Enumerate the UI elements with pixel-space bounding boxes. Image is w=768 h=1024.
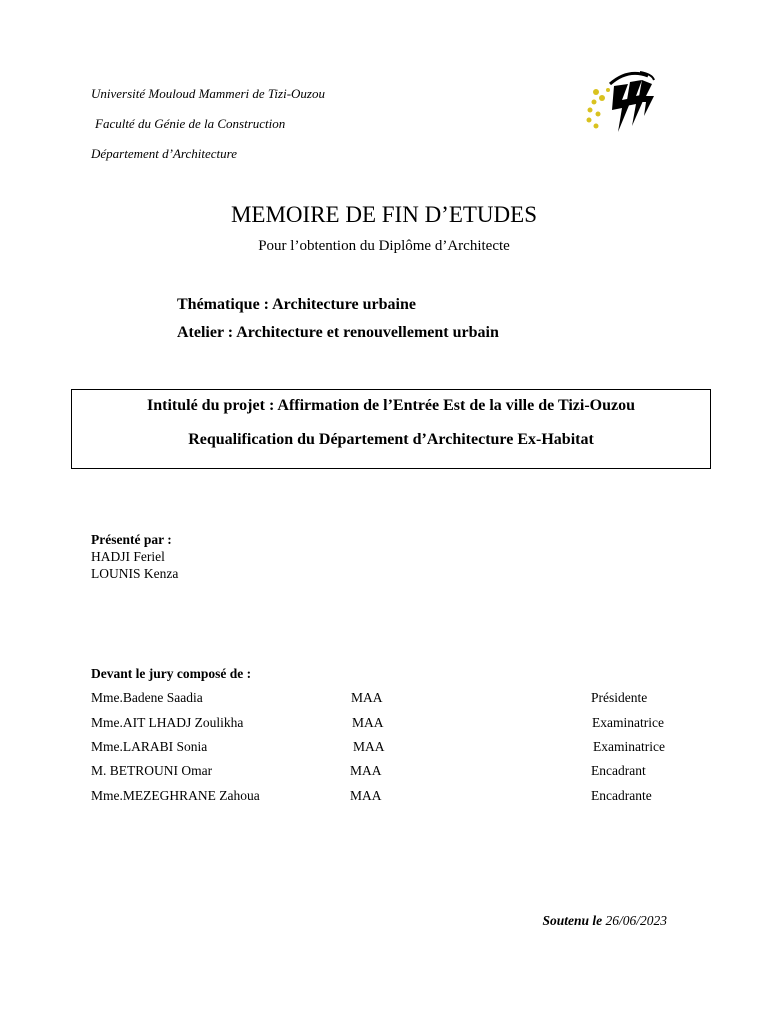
jury-member-role: Examinatrice — [592, 715, 664, 730]
jury-member-role: Présidente — [591, 690, 648, 705]
defense-date-value: 26/06/2023 — [605, 913, 667, 928]
project-title-line1: Intitulé du projet : Affirmation de l’Entrée Est de la ville de Tizi-Ouzou — [147, 397, 635, 414]
defense-label: Soutenu le — [542, 913, 603, 928]
jury-member-row — [91, 739, 711, 757]
document-title: MEMOIRE DE FIN D’ETUDES — [230, 202, 537, 227]
jury-member-row — [91, 715, 711, 733]
jury-member-name: Mme.LARABI Sonia — [91, 739, 208, 754]
presenters-label: Présenté par : — [91, 532, 172, 547]
jury-member-name: Mme.Badene Saadia — [91, 690, 203, 705]
jury-member-grade: MAA — [352, 715, 384, 730]
jury-member-row — [91, 788, 711, 806]
document-subtitle: Pour l’obtention du Diplôme d’Architecte — [258, 238, 510, 254]
jury-member-name: Mme.MEZEGHRANE Zahoua — [91, 788, 260, 803]
presenter-name: LOUNIS Kenza — [91, 566, 179, 581]
defense-date — [542, 913, 667, 929]
jury-member-name: M. BETROUNI Omar — [91, 763, 213, 778]
university-emblem-icon — [582, 66, 662, 138]
jury-member-row — [91, 763, 711, 781]
jury-member-grade: MAA — [350, 788, 382, 803]
thematique: Thématique : Architecture urbaine — [177, 296, 416, 313]
department-name: Département d’Architecture — [91, 146, 237, 161]
faculty-name: Faculté du Génie de la Construction — [95, 116, 286, 131]
jury-member-row — [91, 690, 711, 708]
project-title-line2: Requalification du Département d’Architecture Ex-Habitat — [188, 431, 594, 448]
jury-member-grade: MAA — [351, 690, 383, 705]
university-name: Université Mouloud Mammeri de Tizi-Ouzou — [91, 86, 325, 101]
jury-member-role: Examinatrice — [593, 739, 665, 754]
project-title-box — [71, 389, 711, 469]
jury-member-name: Mme.AIT LHADJ Zoulikha — [91, 715, 244, 730]
jury-label: Devant le jury composé de : — [91, 666, 252, 681]
jury-member-grade: MAA — [350, 763, 382, 778]
atelier: Atelier : Architecture et renouvellement urbain — [177, 324, 499, 341]
jury-member-role: Encadrante — [591, 788, 652, 803]
jury-member-role: Encadrant — [591, 763, 646, 778]
jury-member-grade: MAA — [353, 739, 385, 754]
presenter-name: HADJI Feriel — [91, 549, 165, 564]
